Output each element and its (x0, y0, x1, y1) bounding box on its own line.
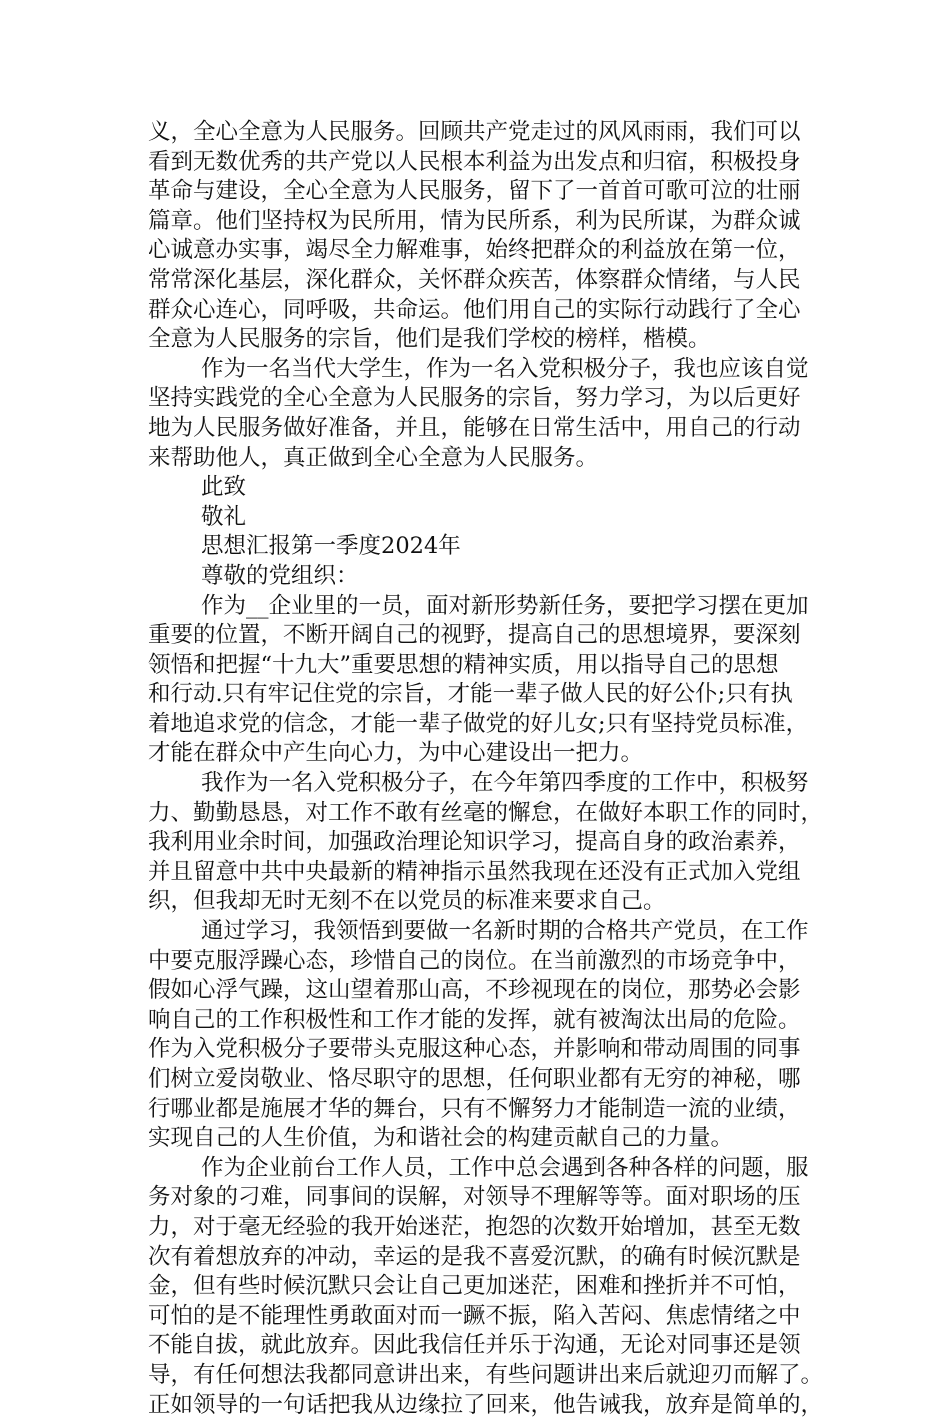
document-line: 敬礼 (201, 503, 247, 530)
document-line: 金，但有些时候沉默只会让自己更加迷茫，困难和挫折并不可怕， (148, 1273, 801, 1300)
document-line: 作为一名当代大学生，作为一名入党积极分子，我也应该自觉 (201, 355, 809, 382)
document-line: 看到无数优秀的共产党以人民根本利益为出发点和归宿，积极投身 (148, 148, 801, 175)
document-line: 务对象的刁难，同事间的误解，对领导不理解等等。面对职场的压 (148, 1184, 801, 1211)
document-line: 们树立爱岗敬业、恪尽职守的思想，任何职业都有无穷的神秘，哪 (148, 1066, 801, 1092)
document-line: 来帮助他人，真正做到全心全意为人民服务。 (148, 444, 599, 471)
document-line: 响自己的工作积极性和工作才能的发挥，就有被淘汰出局的危险。 (148, 1006, 801, 1033)
document-line: 不能自拔，就此放弃。因此我信任并乐于沟通，无论对同事还是领 (148, 1332, 801, 1359)
document-line: 心诚意办实事，竭尽全力解难事，始终把群众的利益放在第一位， (148, 237, 801, 264)
document-line: 我作为一名入党积极分子，在今年第四季度的工作中，积极努 (201, 770, 809, 797)
document-line: 着地追求党的信念，才能一辈子做党的好儿女;只有坚持党员标准， (148, 710, 809, 737)
document-line: 力、勤勤恳恳，对工作不敢有丝毫的懈怠，在做好本职工作的同时， (148, 799, 824, 826)
document-line: 领悟和把握“十九大”重要思想的精神实质，用以指导自己的思想 (148, 651, 779, 678)
document-line: 此致 (201, 474, 247, 501)
document-line: 并且留意中共中央最新的精神指示虽然我现在还没有正式加入党组 (148, 858, 801, 885)
document-line: 才能在群众中产生向心力，为中心建设出一把力。 (148, 740, 644, 767)
document-line: 常常深化基层，深化群众，关怀群众疾苦，体察群众情绪，与人民 (148, 266, 801, 293)
document-line: 假如心浮气躁，这山望着那山高，不珍视现在的岗位，那势必会影 (148, 977, 801, 1004)
document-line: 行哪业都是施展才华的舞台，只有不懈努力才能制造一流的业绩， (148, 1095, 801, 1122)
document-line: 尊敬的党组织： (201, 562, 359, 589)
document-line: 通过学习，我领悟到要做一名新时期的合格共产党员，在工作 (201, 918, 809, 945)
document-line: 正如领导的一句话把我从边缘拉了回来，他告诫我，放弃是简单的， (148, 1391, 824, 1418)
document-line: 我利用业余时间，加强政治理论知识学习，提高自身的政治素养， (148, 829, 801, 856)
document-line: 中要克服浮躁心态，珍惜自己的岗位。在当前激烈的市场竞争中， (148, 947, 801, 974)
document-line: 织，但我却无时无刻不在以党员的标准来要求自己。 (148, 888, 666, 915)
document-line: 群众心连心，同呼吸，共命运。他们用自己的实际行动践行了全心 (148, 296, 801, 323)
document-line: 地为人民服务做好准备，并且，能够在日常生活中，用自己的行动 (148, 414, 801, 441)
document-body (148, 118, 824, 1420)
document-line: 思想汇报第一季度2024年 (201, 533, 461, 560)
document-line: 篇章。他们坚持权为民所用，情为民所系，利为民所谋，为群众诚 (148, 207, 801, 234)
document-line: 实现自己的人生价值，为和谐社会的构建贡献自己的力量。 (148, 1125, 734, 1152)
document-line: 义，全心全意为人民服务。回顾共产党走过的风风雨雨，我们可以 (148, 119, 801, 145)
document-line: 坚持实践党的全心全意为人民服务的宗旨，努力学习，为以后更好 (148, 385, 801, 412)
document-line: 作为__企业里的一员，面对新形势新任务，要把学习摆在更加 (201, 592, 809, 619)
document-line: 作为企业前台工作人员，工作中总会遇到各种各样的问题，服 (201, 1154, 809, 1181)
document-line: 可怕的是不能理性勇敢面对而一蹶不振，陷入苦闷、焦虑情绪之中 (148, 1302, 801, 1329)
document-line: 次有着想放弃的冲动，幸运的是我不喜爱沉默，的确有时候沉默是 (148, 1243, 801, 1270)
document-line: 作为入党积极分子要带头克服这种心态，并影响和带动周围的同事 (148, 1036, 801, 1063)
document-line: 力，对于毫无经验的我开始迷茫，抱怨的次数开始增加，甚至无数 (148, 1213, 801, 1240)
document-line: 全意为人民服务的宗旨，他们是我们学校的榜样，楷模。 (148, 326, 711, 353)
document-line: 导，有任何想法我都同意讲出来，有些问题讲出来后就迎刃而解了。 (148, 1361, 824, 1388)
document-line: 重要的位置，不断开阔自己的视野，提高自己的思想境界，要深刻 (148, 622, 801, 649)
document-line: 和行动.只有牢记住党的宗旨，才能一辈子做人民的好公仆;只有执 (148, 681, 793, 708)
document-line: 革命与建设，全心全意为人民服务，留下了一首首可歌可泣的壮丽 (148, 178, 801, 205)
